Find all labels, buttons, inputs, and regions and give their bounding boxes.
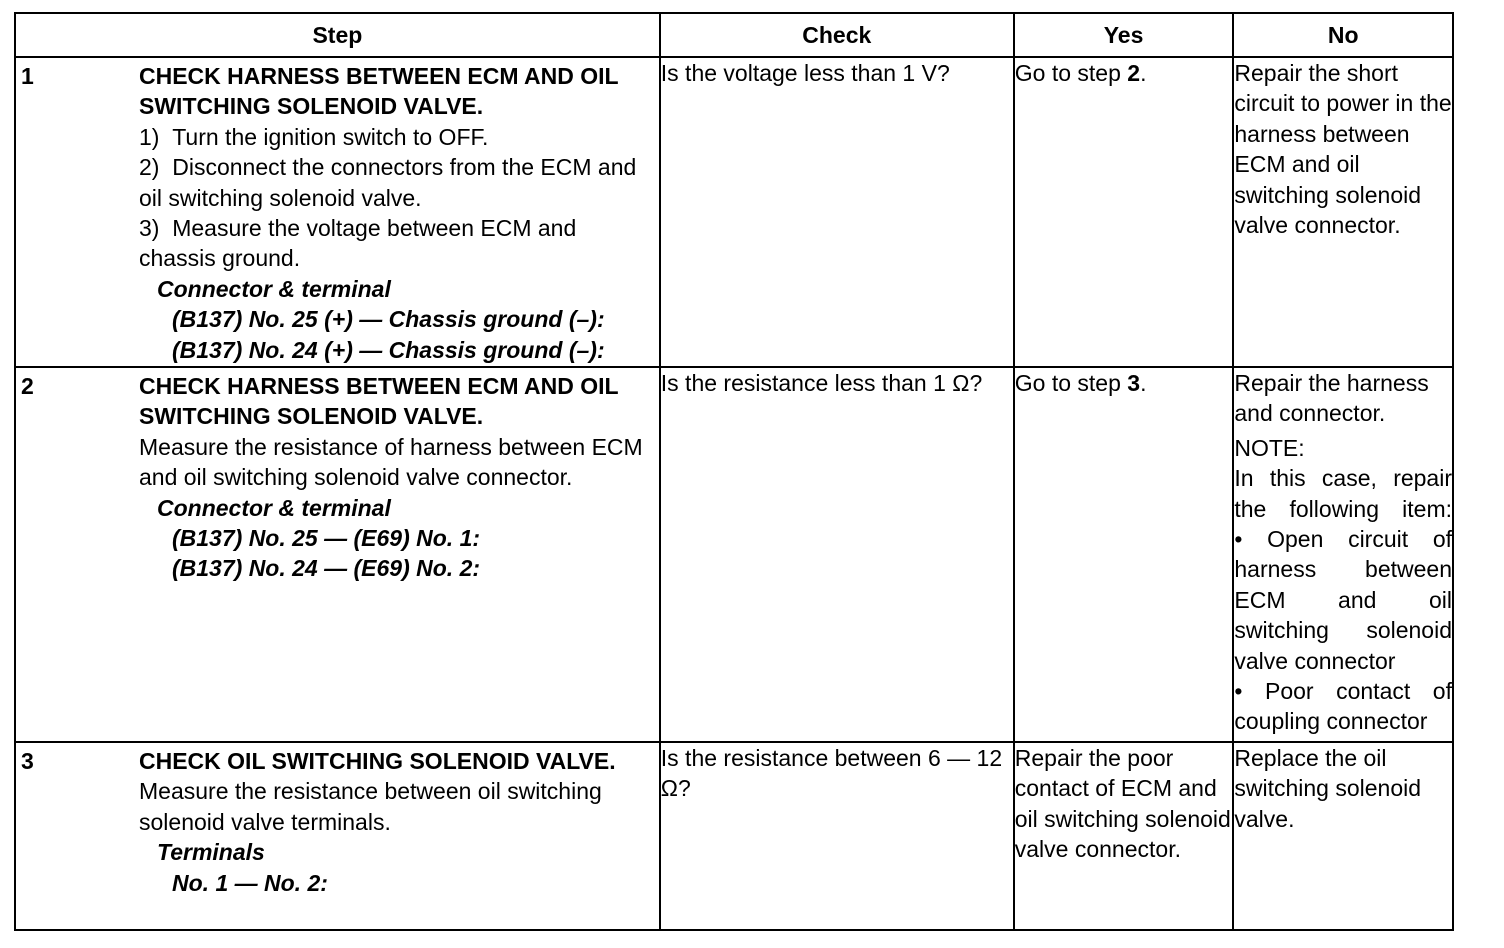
terminal-spec: (B137) No. 25 — (E69) No. 1:	[172, 525, 481, 552]
check-cell: Is the resistance between 6 — 12 Ω?	[660, 742, 1014, 930]
yes-cell: Repair the poor contact of ECM and oil switching solenoid valve connector.	[1014, 742, 1234, 930]
check-cell: Is the voltage less than 1 V?	[660, 57, 1014, 367]
step-body	[16, 58, 659, 365]
header-row	[15, 13, 1453, 57]
note-item: • Open circuit of harness between ECM and oil switching solenoid valve connector	[1234, 526, 1452, 674]
header-step: Step	[15, 13, 660, 57]
header-yes: Yes	[1014, 13, 1234, 57]
step-title: CHECK OIL SWITCHING SOLENOID VALVE.	[139, 748, 616, 774]
connector-label: Connector & terminal	[157, 494, 391, 521]
step-instruction: 1) Turn the ignition switch to OFF.	[139, 123, 489, 150]
step-instruction: Measure the resistance of harness between ECM and oil switching solenoid valve connector.	[139, 433, 643, 491]
check-cell: Is the resistance less than 1 Ω?	[660, 367, 1014, 742]
no-cell	[1233, 367, 1453, 742]
terminal-spec: (B137) No. 24 (+) — Chassis ground (–):	[172, 336, 605, 363]
yes-step-ref: 3	[1127, 370, 1141, 396]
yes-text: Go to step	[1014, 370, 1128, 396]
note-intro: In this case, repair the following item:	[1234, 465, 1452, 522]
connector-label: Terminals	[157, 839, 265, 866]
header-check: Check	[660, 13, 1014, 57]
terminal-spec: No. 1 — No. 2:	[172, 869, 328, 896]
step-cell	[15, 57, 660, 367]
table-row	[15, 742, 1453, 930]
yes-text-end: .	[1140, 60, 1147, 86]
terminal-spec: (B137) No. 25 (+) — Chassis ground (–):	[172, 306, 605, 333]
step-number: 1	[21, 63, 34, 89]
step-instruction: 3) Measure the voltage between ECM and chassis ground.	[139, 215, 577, 272]
step-number: 3	[21, 748, 34, 774]
step-title: CHECK HARNESS BETWEEN ECM AND OIL SWITCHING SOLENOID VALVE.	[139, 373, 619, 430]
yes-step-ref: 2	[1127, 60, 1141, 86]
yes-cell	[1014, 57, 1234, 367]
terminal-spec: (B137) No. 24 — (E69) No. 2:	[172, 555, 481, 582]
step-instruction: 2) Disconnect the connectors from the ECM and oil switching solenoid valve.	[139, 154, 637, 211]
table-row	[15, 367, 1453, 742]
yes-text: Go to step	[1014, 60, 1128, 86]
no-cell: Repair the short circuit to power in the harness between ECM and oil switching solenoid valve connector.	[1233, 57, 1453, 367]
header-no: No	[1233, 13, 1453, 57]
step-body	[16, 743, 659, 898]
step-instruction: Measure the resistance between oil switching solenoid valve terminals.	[139, 778, 602, 835]
step-number: 2	[21, 373, 34, 399]
step-body	[16, 368, 659, 584]
yes-cell	[1014, 367, 1234, 742]
step-cell	[15, 742, 660, 930]
table-row	[15, 57, 1453, 367]
note-item: • Poor contact of coupling connector	[1234, 678, 1452, 735]
no-cell: Replace the oil switching solenoid valve.	[1233, 742, 1453, 930]
no-text: Repair the harness and connector.	[1234, 370, 1429, 427]
note-label: NOTE:	[1234, 434, 1305, 461]
diagnostic-table	[14, 12, 1454, 931]
step-title: CHECK HARNESS BETWEEN ECM AND OIL SWITCHING SOLENOID VALVE.	[139, 63, 619, 120]
yes-text-end: .	[1140, 370, 1147, 396]
connector-label: Connector & terminal	[157, 275, 391, 302]
step-cell	[15, 367, 660, 742]
